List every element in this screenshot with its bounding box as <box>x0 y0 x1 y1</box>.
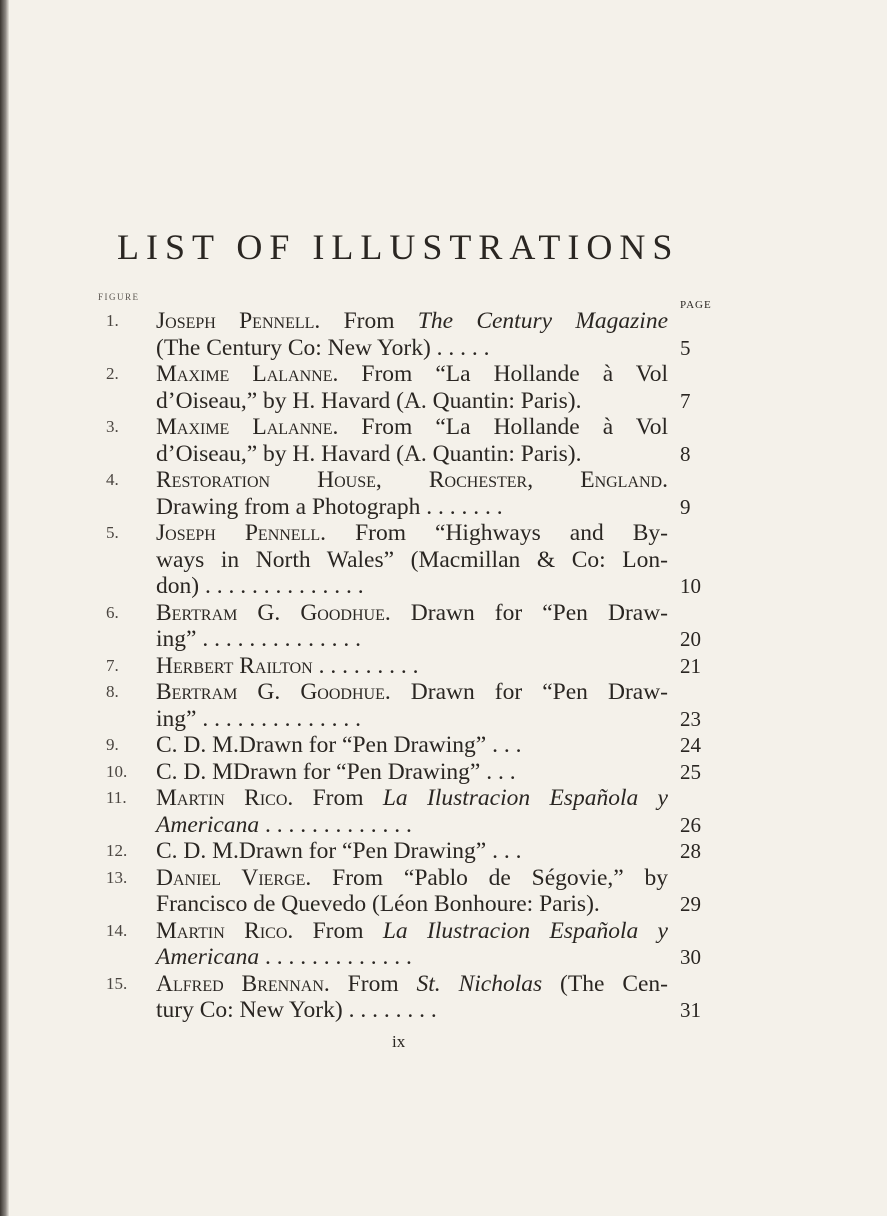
caption-line <box>156 997 668 1024</box>
caption-text: d’Oiseau,” by H. Havard (A. Quantin: Paris). <box>156 387 582 414</box>
caption-line <box>156 626 668 653</box>
entry-caption <box>156 865 668 918</box>
list-item <box>100 414 725 467</box>
caption-text: don) . . . . . . . . . . . . . . <box>156 573 364 599</box>
caption-line <box>156 414 668 441</box>
page-number-footer: ix <box>392 1032 406 1051</box>
caption-text: Drawn for “Pen Draw- <box>410 599 669 626</box>
entry-caption <box>156 308 668 361</box>
list-item <box>100 679 725 732</box>
page-number: 9 <box>680 494 691 519</box>
artist-name: Maxime Lalanne. <box>156 361 339 387</box>
caption-line <box>156 891 668 918</box>
caption-text: . . . . . . . . . . . . . <box>259 811 412 838</box>
page-number: 29 <box>680 892 701 916</box>
page-number: 10 <box>680 574 701 598</box>
caption-line <box>156 732 668 759</box>
caption-text: . . . . . . . . . <box>318 652 419 679</box>
figure-column-label: FIGURE <box>98 292 140 302</box>
entry-caption <box>156 679 668 732</box>
caption-line <box>156 573 668 600</box>
italic-title: Americana <box>156 811 260 838</box>
caption-text: Drawn for “Pen Drawing” . . . <box>238 732 522 758</box>
caption-text: From “Highways and By- <box>355 520 668 546</box>
caption-text: ing” . . . . . . . . . . . . . . <box>156 626 361 652</box>
page-number: 31 <box>680 998 701 1022</box>
caption-text: d’Oiseau,” by H. Havard (A. Quantin: Paris). <box>156 440 582 467</box>
caption-line <box>156 467 668 494</box>
figure-number: 4. <box>106 470 119 489</box>
caption-text: Drawn for “Pen Draw- <box>410 679 669 705</box>
figure-number: 10. <box>106 761 128 781</box>
page-column-label: PAGE <box>680 299 712 311</box>
caption-line <box>156 361 668 388</box>
artist-name: Martin Rico. <box>156 917 294 944</box>
caption-line <box>156 838 668 865</box>
entry-caption <box>156 732 668 759</box>
artist-name: Joseph Pennell. <box>156 520 327 546</box>
artist-name: Daniel Vierge. <box>156 864 312 891</box>
caption-text: C. D. M. <box>156 838 239 864</box>
caption-line <box>156 679 668 706</box>
list-item <box>100 308 725 361</box>
caption-text: ing” . . . . . . . . . . . . . . <box>156 705 361 732</box>
entry-caption <box>156 653 668 680</box>
caption-text: Drawn for “Pen Drawing” . . . <box>238 838 522 864</box>
artist-name: Restoration House, Rochester, England. <box>156 467 668 493</box>
entry-caption <box>156 361 668 414</box>
list-item <box>100 732 725 759</box>
book-spine-shadow <box>0 0 9 1216</box>
page-number: 20 <box>680 627 701 651</box>
caption-line <box>156 600 668 627</box>
artist-name: Bertram G. Goodhue. <box>156 599 391 626</box>
figure-number: 15. <box>106 973 128 993</box>
list-item <box>100 361 725 414</box>
list-item <box>100 600 725 653</box>
caption-line <box>156 865 668 892</box>
figure-number: 9. <box>106 735 119 754</box>
list-item <box>100 971 725 1024</box>
page-number: 23 <box>680 706 701 731</box>
figure-number: 1. <box>106 311 119 330</box>
caption-line <box>156 918 668 945</box>
caption-text: From <box>347 970 417 997</box>
page-title: LIST OF ILLUSTRATIONS <box>117 227 680 267</box>
caption-line <box>156 759 668 786</box>
caption-line <box>156 441 668 468</box>
figure-number: 14. <box>106 920 128 940</box>
artist-name: Martin Rico. <box>156 785 294 811</box>
figure-number: 11. <box>106 788 127 807</box>
artist-name: Bertram G. Goodhue. <box>156 679 391 705</box>
figure-number: 3. <box>106 417 119 436</box>
caption-line <box>156 308 668 335</box>
page-number: 7 <box>680 388 691 413</box>
page-number: 8 <box>680 441 691 466</box>
caption-text: From “La Hollande à Vol <box>361 414 669 440</box>
caption-text: From <box>312 785 383 811</box>
caption-line <box>156 494 668 521</box>
caption-text: ways in North Wales” (Macmillan & Co: Lon- <box>156 546 668 573</box>
caption-line <box>156 812 668 839</box>
list-item <box>100 520 725 600</box>
caption-text: (The Cen- <box>542 970 668 997</box>
figure-number: 13. <box>106 867 128 887</box>
italic-title: Americana <box>156 944 260 970</box>
caption-line <box>156 785 668 812</box>
illustrations-list <box>100 308 725 1024</box>
caption-line <box>156 335 668 362</box>
caption-text: From <box>343 308 418 334</box>
caption-line <box>156 388 668 415</box>
figure-number: 8. <box>106 682 119 701</box>
italic-title: La Ilustracion Española y <box>382 917 668 944</box>
list-item <box>100 653 725 680</box>
caption-text: From “La Hollande à Vol <box>361 361 669 387</box>
caption-text: Francisco de Quevedo (Léon Bonhoure: Paris). <box>156 891 600 917</box>
list-item <box>100 918 725 971</box>
entry-caption <box>156 785 668 838</box>
list-item <box>100 865 725 918</box>
figure-number: 6. <box>106 602 119 622</box>
caption-line <box>156 653 668 680</box>
entry-caption <box>156 759 668 786</box>
caption-text: C. D. M <box>156 758 234 785</box>
list-item <box>100 785 725 838</box>
entry-caption <box>156 414 668 467</box>
figure-number: 7. <box>106 655 119 675</box>
caption-text: Drawn for “Pen Drawing” . . . <box>233 758 516 785</box>
caption-line <box>156 944 668 971</box>
figure-number: 2. <box>106 364 119 383</box>
entry-caption <box>156 918 668 971</box>
page-number: 21 <box>680 653 701 678</box>
caption-line <box>156 706 668 733</box>
page-number: 26 <box>680 812 701 837</box>
entry-caption <box>156 520 668 600</box>
italic-title: The Century Magazine <box>417 308 668 334</box>
page-number: 5 <box>680 335 691 360</box>
entry-caption <box>156 971 668 1024</box>
italic-title: St. Nicholas <box>416 970 543 997</box>
italic-title: La Ilustracion Española y <box>382 785 668 811</box>
caption-text: (The Century Co: New York) . . . . . <box>156 334 490 361</box>
list-item <box>100 467 725 520</box>
caption-line <box>156 520 668 547</box>
caption-line <box>156 971 668 998</box>
figure-number: 5. <box>106 523 119 542</box>
figure-number: 12. <box>106 841 128 860</box>
artist-name: Alfred Brennan. <box>156 970 330 997</box>
page-number: 25 <box>680 759 701 784</box>
page-number: 30 <box>680 945 701 969</box>
artist-name: Maxime Lalanne. <box>156 414 339 440</box>
artist-name: Joseph Pennell. <box>156 308 321 334</box>
entry-caption <box>156 838 668 865</box>
caption-text: . . . . . . . . . . . . . <box>259 944 412 970</box>
page-number: 24 <box>680 733 701 757</box>
caption-text: Drawing from a Photograph . . . . . . . <box>156 493 503 520</box>
entry-caption <box>156 467 668 520</box>
caption-text: tury Co: New York) . . . . . . . . <box>156 997 437 1023</box>
list-item <box>100 759 725 786</box>
caption-text: C. D. M. <box>156 732 239 758</box>
list-item <box>100 838 725 865</box>
caption-line <box>156 547 668 574</box>
entry-caption <box>156 600 668 653</box>
artist-name: Herbert Railton <box>156 652 313 679</box>
caption-text: From “Pablo de Ségovie,” by <box>332 864 669 891</box>
caption-text: From <box>312 917 383 944</box>
page-number: 28 <box>680 839 701 863</box>
